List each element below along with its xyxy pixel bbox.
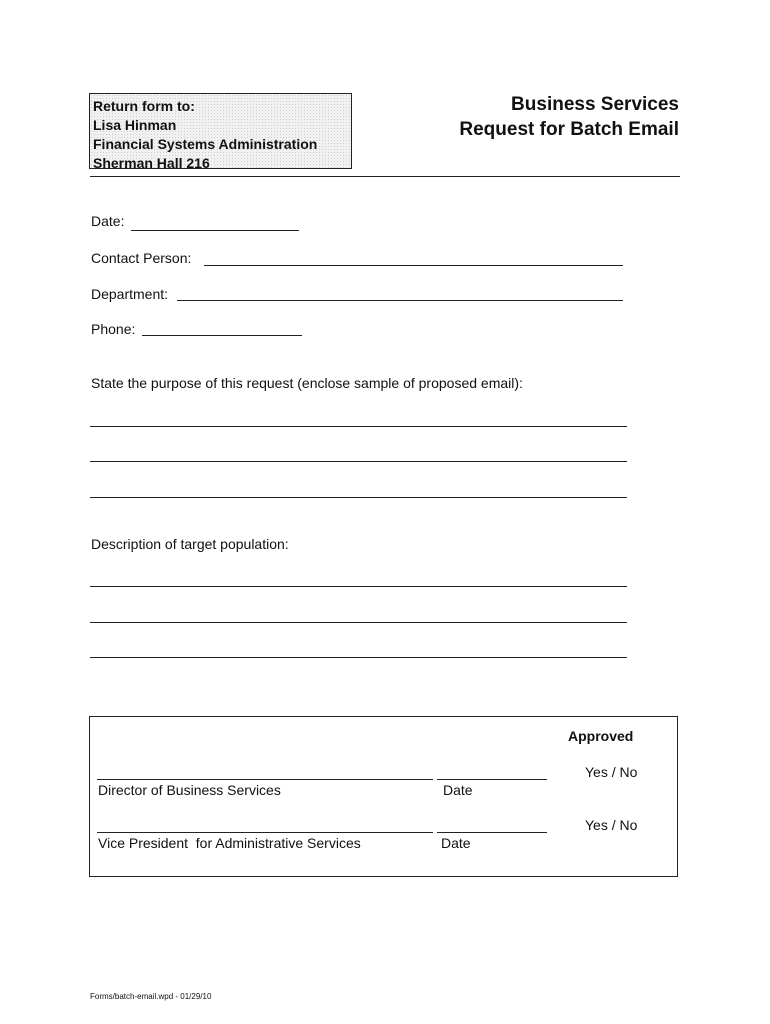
population-line-3[interactable] <box>90 657 627 658</box>
return-address-box <box>89 93 352 169</box>
department-label: Department: <box>91 286 169 302</box>
vp-date-line[interactable] <box>437 832 547 833</box>
purpose-line-3[interactable] <box>90 497 627 498</box>
phone-label: Phone: <box>91 321 136 337</box>
return-line-3: Financial Systems Administration <box>93 136 318 152</box>
population-line-2[interactable] <box>90 622 627 623</box>
director-signer-label: Director of Business Services <box>98 782 281 798</box>
purpose-line-2[interactable] <box>90 461 627 462</box>
vp-signature-line[interactable] <box>97 832 433 833</box>
population-label: Description of target population: <box>91 536 289 552</box>
director-date-line[interactable] <box>437 779 547 780</box>
return-line-1: Return form to: <box>93 98 195 114</box>
return-line-4: Sherman Hall 216 <box>93 155 210 171</box>
form-title-line-1: Business Services <box>511 94 679 115</box>
director-signature-line[interactable] <box>97 779 433 780</box>
form-title-line-2: Request for Batch Email <box>459 119 679 140</box>
date-label: Date: <box>91 213 125 229</box>
approved-label: Approved <box>568 728 634 744</box>
vp-date-label: Date <box>441 835 471 851</box>
purpose-line-1[interactable] <box>90 426 627 427</box>
phone-field[interactable] <box>142 335 302 336</box>
return-line-2: Lisa Hinman <box>93 117 177 133</box>
vp-signer-label: Vice President for Administrative Services <box>98 835 361 851</box>
department-field[interactable] <box>177 300 623 301</box>
vp-approval-yes-no[interactable]: Yes / No <box>585 817 638 833</box>
director-approval-yes-no[interactable]: Yes / No <box>585 764 638 780</box>
date-field[interactable] <box>131 230 299 231</box>
header-divider <box>90 176 680 177</box>
population-line-1[interactable] <box>90 586 627 587</box>
purpose-label: State the purpose of this request (enclose sample of proposed email): <box>91 375 523 391</box>
contact-person-label: Contact Person: <box>91 250 192 266</box>
director-date-label: Date <box>443 782 473 798</box>
footer-form-id: Forms/batch-email.wpd - 01/29/10 <box>90 992 212 1001</box>
contact-person-field[interactable] <box>204 265 623 266</box>
